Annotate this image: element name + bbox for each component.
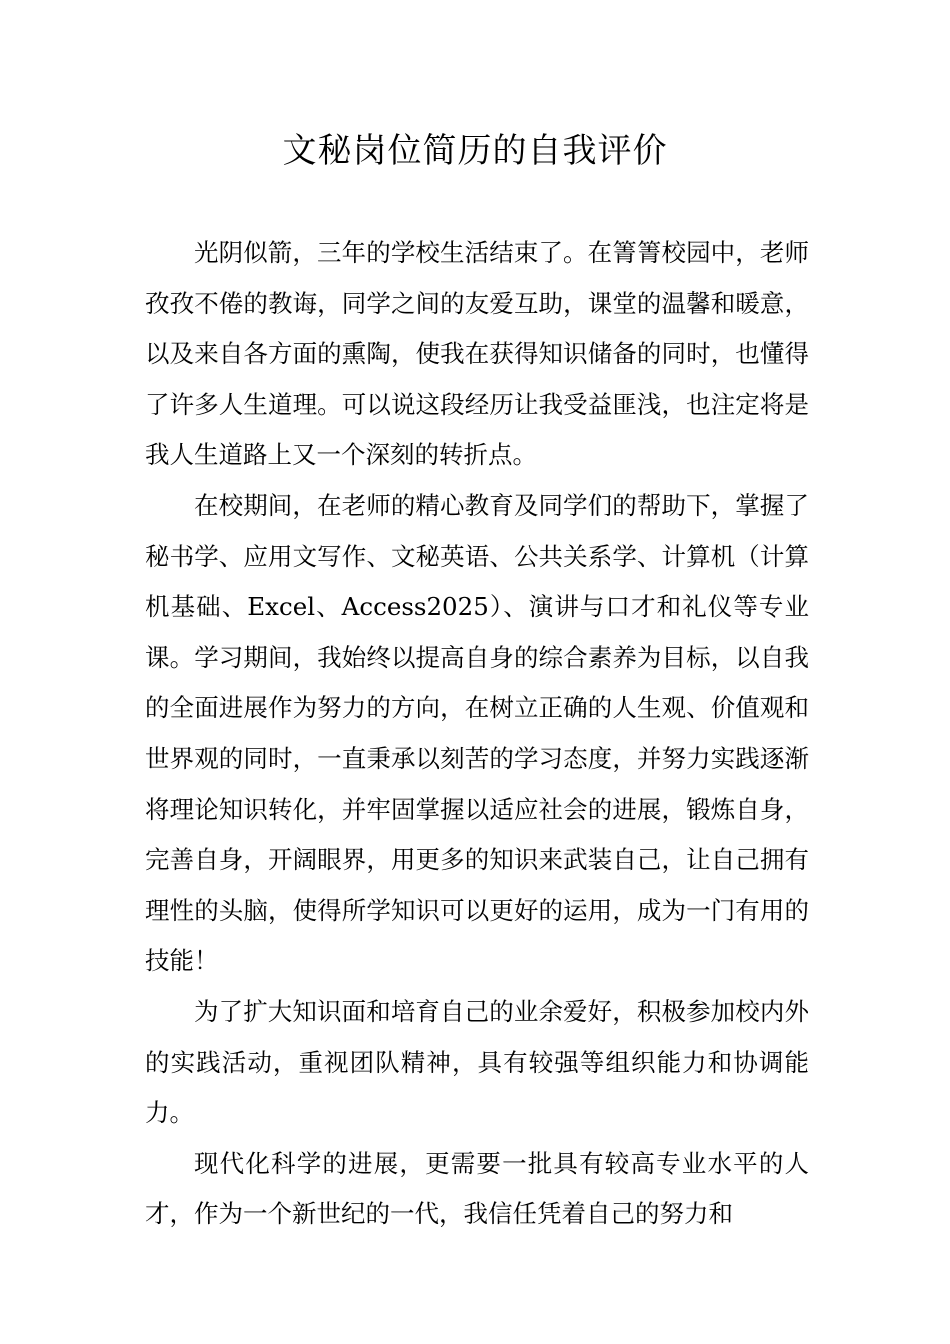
paragraph-2: 在校期间，在老师的精心教育及同学们的帮助下，掌握了秘书学、应用文写作、文秘英语、公共关系学、计算机（计算机基础、Excel、Access2025）、演讲与口才和礼仪等专业课。学习期间，我始终以提高自身的综合素养为目标，以自我的全面进展作为努力的方向，在树立正确的人生观、价值观和世界观的同时，一直秉承以刻苦的学习态度，并努力实践逐渐将理论知识转化，并牢固掌握以适应社会的进展，锻炼自身，完善自身，开阔眼界，用更多的知识来武装自己，让自己拥有理性的头脑，使得所学知识可以更好的运用，成为一门有用的技能！ xyxy=(145,490,809,976)
document-title: 文秘岗位简历的自我评价 xyxy=(282,131,668,171)
document-body xyxy=(145,228,809,1240)
paragraph-1: 光阴似箭，三年的学校生活结束了。在箐箐校园中，老师孜孜不倦的教诲，同学之间的友爱互助，课堂的温馨和暖意，以及来自各方面的熏陶，使我在获得知识储备的同时，也懂得了许多人生道理。可以说这段经历让我受益匪浅，也注定将是我人生道路上又一个深刻的转折点。 xyxy=(145,238,809,470)
paragraph-4: 现代化科学的进展，更需要一批具有较高专业水平的人才，作为一个新世纪的一代，我信任凭着自己的努力和 xyxy=(145,1148,809,1229)
paragraph-3: 为了扩大知识面和培育自己的业余爱好，积极参加校内外的实践活动，重视团队精神，具有较强等组织能力和协调能力。 xyxy=(145,996,809,1128)
